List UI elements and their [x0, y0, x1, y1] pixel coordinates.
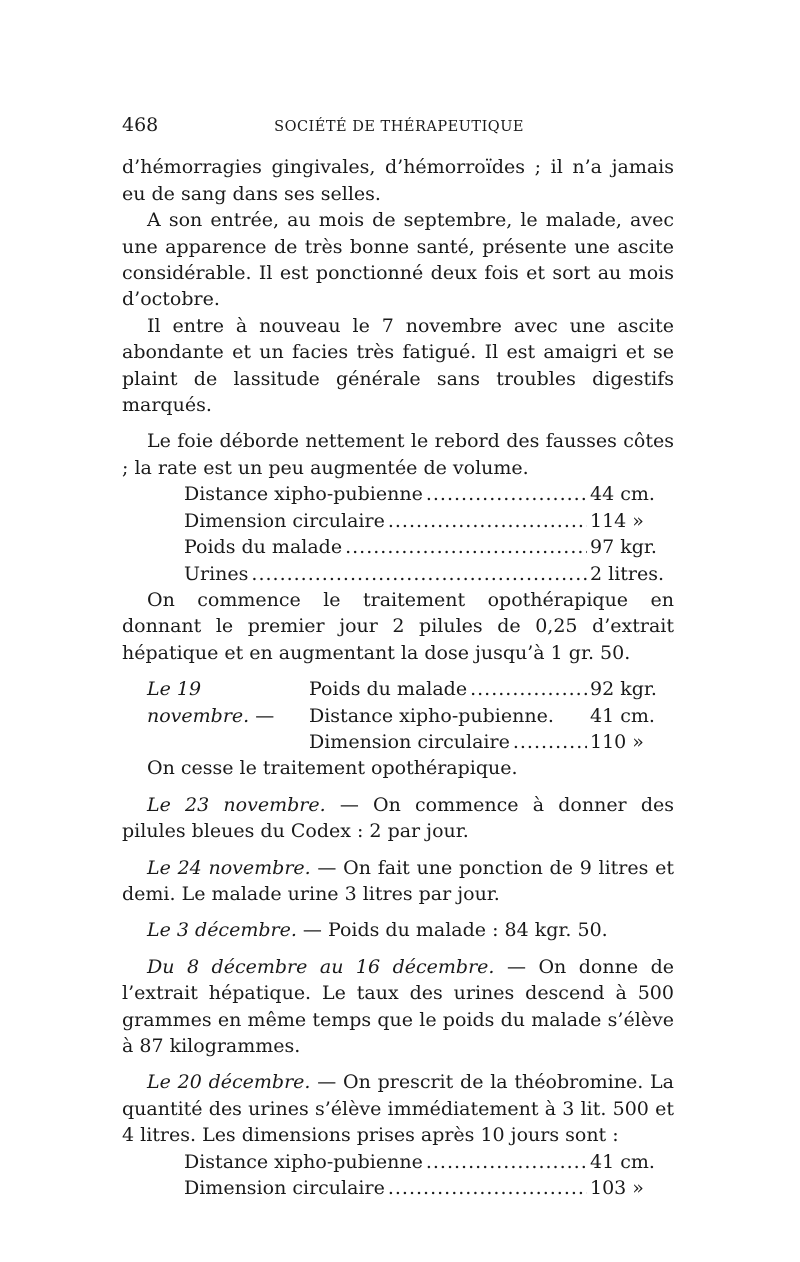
page-header — [122, 112, 674, 140]
measurement-row — [122, 508, 674, 534]
measurement-label: Urines — [184, 562, 249, 585]
measurement-label: Poids du malade — [184, 536, 343, 559]
measurement-row — [122, 1149, 674, 1175]
page-number: 468 — [122, 114, 159, 136]
measurement-label: Dimension circulaire — [309, 730, 510, 753]
dated-entry: Du 8 décembre au 16 décembre. — On donne de l’extrait hépatique. Le taux des urines descend à 500 grammes en même temps que le poids du malade s’élève à 87 kilogrammes. — [122, 955, 674, 1057]
dated-entry: Le 24 novembre. — On fait une ponction de 9 litres et demi. Le malade urine 3 litres par jour. — [122, 856, 674, 905]
entry-date: Le 23 novembre. — [147, 793, 326, 816]
measurement-value: 2 litres. — [590, 562, 665, 585]
dated-entry: Le 20 décembre. — On prescrit de la théobromine. La quantité des urines s’élève immédiatement à 3 lit. 500 et 4 litres. Les dimensions prises après 10 jours sont : — [122, 1071, 674, 1147]
measurement-row — [122, 534, 674, 560]
entry-date: Le 3 décembre. — [147, 919, 297, 942]
paragraph: Il entre à nouveau le 7 novembre avec une ascite abondante et un facies très fatigué. Il est amaigri et se plaint de lassitude générale sans troubles digestifs marqués. — [122, 314, 674, 417]
dated-entry: Le 3 décembre. — Poids du malade : 84 kgr. 50. — [147, 919, 608, 942]
paragraph: d’hémorragies gingivales, d’hémorroïdes ; il n’a jamais eu de sang dans ses selles. — [122, 156, 674, 205]
measurement-label: Distance xipho-pubienne. — [309, 704, 554, 727]
measurement-value: 114 » — [590, 509, 644, 532]
entry-date: Le 20 décembre. — [147, 1071, 311, 1094]
paragraph: On cesse le traitement opothérapique. — [147, 757, 518, 780]
nov19-entry — [122, 676, 674, 755]
measurement-row — [122, 1175, 674, 1201]
measurement-value: 103 » — [590, 1177, 644, 1200]
measurement-table — [122, 481, 674, 587]
measurement-value: 41 cm. — [590, 1150, 655, 1173]
entry-date: Le 19 novembre. — [147, 678, 250, 727]
measurement-label: Distance xipho-pubienne — [184, 1150, 423, 1173]
measurement-label: Poids du malade — [309, 678, 468, 701]
measurement-value: 110 » — [590, 730, 644, 753]
running-title: SOCIÉTÉ DE THÉRAPEUTIQUE — [274, 119, 524, 135]
document-page — [122, 112, 674, 1201]
paragraph: A son entrée, au mois de septembre, le malade, avec une apparence de très bonne santé, présente une ascite considérable. Il est ponctionné deux fois et sort au mois d’octobre. — [122, 209, 674, 311]
measurement-value: 44 cm. — [590, 483, 655, 506]
entry-date: Du 8 décembre au 16 décembre. — [147, 955, 495, 978]
entry-lead: Le 19 novembre. — — [147, 678, 275, 727]
measurement-label: Dimension circulaire — [184, 509, 385, 532]
measurement-label: Dimension circulaire — [184, 1177, 385, 1200]
measurement-value: 97 kgr. — [590, 536, 657, 559]
paragraph: Le foie déborde nettement le rebord des fausses côtes ; la rate est un peu augmentée de volume. — [122, 430, 674, 479]
dated-entry: Le 23 novembre. — On commence à donner des pilules bleues du Codex : 2 par jour. — [122, 793, 674, 843]
measurement-row — [122, 729, 674, 755]
measurement-table — [122, 1149, 674, 1202]
measurement-row — [122, 481, 674, 507]
measurement-value: 41 cm. — [590, 704, 655, 727]
paragraph: On commence le traitement opothérapique en donnant le premier jour 2 pilules de 0,25 d’extrait hépatique et en augmentant la dose jusqu’à 1 gr. 50. — [122, 588, 674, 664]
entry-date: Le 24 novembre. — [147, 856, 311, 879]
measurement-row — [122, 561, 674, 587]
measurement-label: Distance xipho-pubienne — [184, 483, 423, 506]
measurement-value: 92 kgr. — [590, 678, 657, 701]
